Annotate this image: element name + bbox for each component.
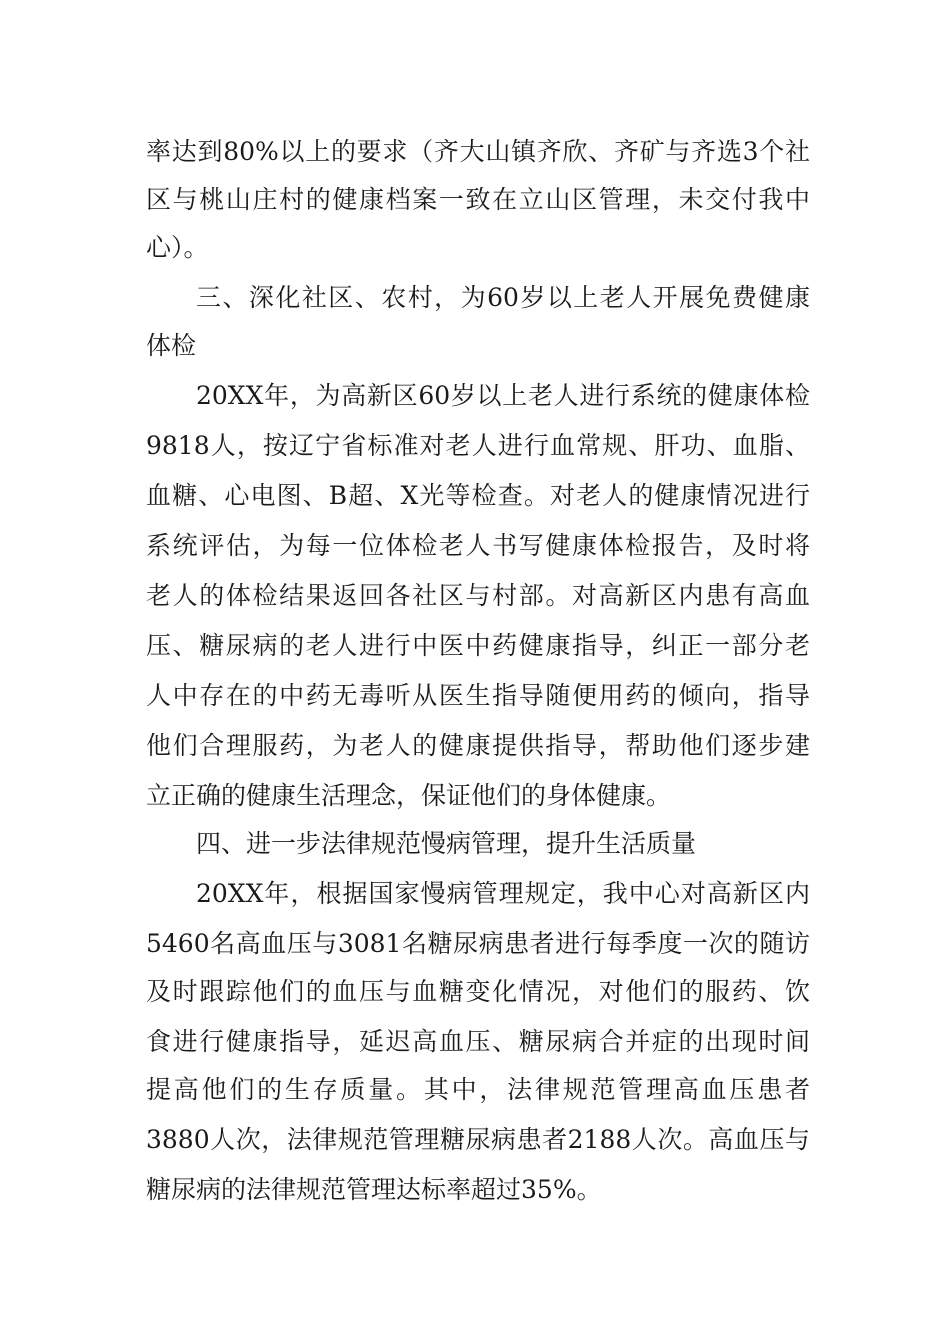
text-line: 糖尿病的法律规范管理达标率超过35%。 [146,1175,602,1204]
paragraph-first-line: 20XX年，为高新区60岁以上老人进行系统的健康体检 [196,381,810,410]
text-line: 人中存在的中药无毒听从医生指导随便用药的倾向，指导 [146,681,810,710]
text-line: 区与桃山庄村的健康档案一致在立山区管理，未交付我中 [146,185,810,214]
text-line: 及时跟踪他们的血压与血糖变化情况，对他们的服药、饮 [146,977,810,1006]
paragraph-first-line: 20XX年，根据国家慢病管理规定，我中心对高新区内 [196,879,810,908]
text-line: 9818人，按辽宁省标准对老人进行血常规、肝功、血脂、 [146,431,810,460]
text-line: 立正确的健康生活理念，保证他们的身体健康。 [146,781,672,810]
section-heading: 三、深化社区、农村，为60岁以上老人开展免费健康 [196,283,810,312]
text-line: 3880人次，法律规范管理糖尿病患者2188人次。高血压与 [146,1125,810,1154]
text-line: 食进行健康指导，延迟高血压、糖尿病合并症的出现时间 [146,1027,810,1056]
text-line: 心）。 [146,233,209,262]
text-line: 5460名高血压与3081名糖尿病患者进行每季度一次的随访 [146,929,810,958]
section-heading-continued: 体检 [146,331,197,360]
text-line: 提高他们的生存质量。其中，法律规范管理高血压患者 [146,1075,810,1104]
section-heading: 四、进一步法律规范慢病管理，提升生活质量 [196,829,697,858]
text-line: 系统评估，为每一位体检老人书写健康体检报告，及时将 [146,531,810,560]
text-line: 老人的体检结果返回各社区与村部。对高新区内患有高血 [146,581,810,610]
text-line: 率达到80%以上的要求（齐大山镇齐欣、齐矿与齐选3个社 [146,137,810,166]
text-line: 压、糖尿病的老人进行中医中药健康指导，纠正一部分老 [146,631,810,660]
text-line: 他们合理服药，为老人的健康提供指导，帮助他们逐步建 [146,731,810,760]
text-line: 血糖、心电图、B超、X光等检查。对老人的健康情况进行 [146,481,810,510]
